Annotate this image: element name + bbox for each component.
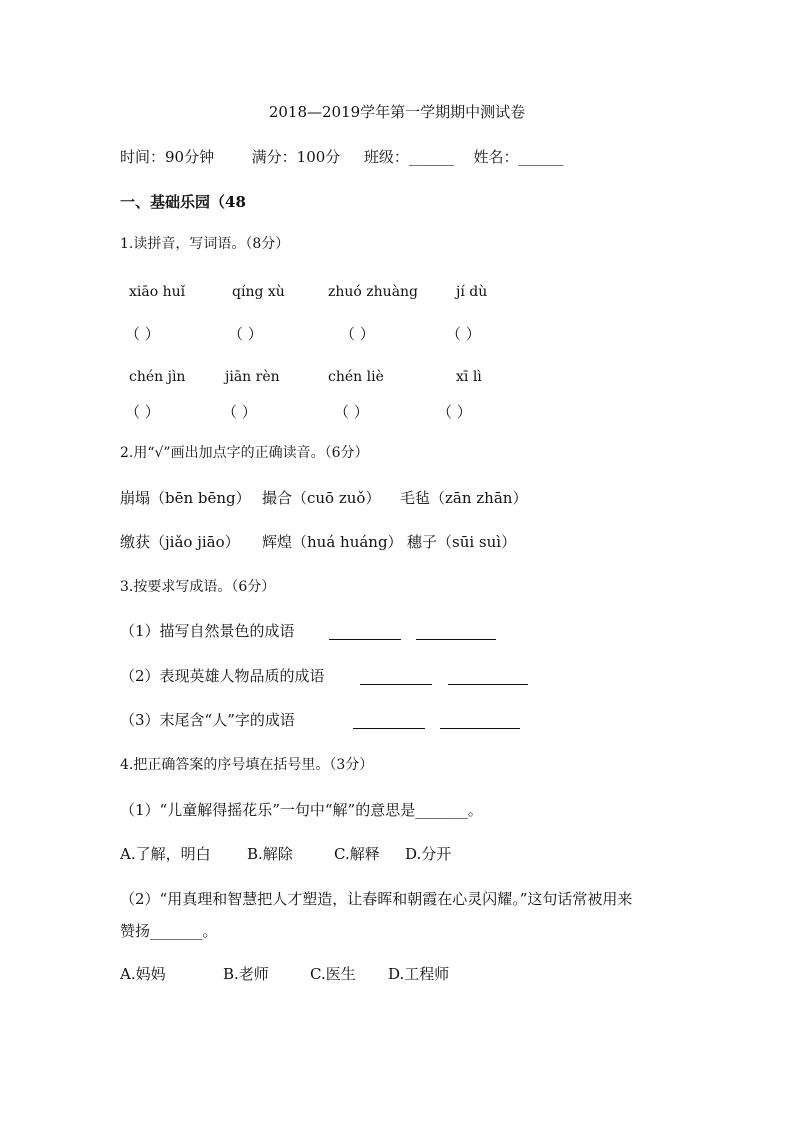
answer-line[interactable] xyxy=(353,727,425,729)
answer-bracket[interactable]: （ ） xyxy=(446,325,481,343)
pinyin-item: xī lì xyxy=(456,369,482,385)
question-1-heading: 1.读拼音，写词语。（8分） xyxy=(120,236,290,252)
sub-question-2-cont: 赞扬_______。 xyxy=(120,922,218,940)
answer-bracket[interactable]: （ ） xyxy=(125,325,160,343)
answer-bracket[interactable]: （ ） xyxy=(437,403,472,421)
exam-info xyxy=(120,150,563,165)
question-4-heading: 4.把正确答案的序号填在括号里。（3分） xyxy=(120,757,374,773)
sub-question-1: （1）“儿童解得摇花乐”一句中“解”的意思是_______。 xyxy=(120,801,483,819)
option-d[interactable]: D.分开 xyxy=(405,845,452,863)
name-field[interactable]: 姓名：______ xyxy=(473,148,564,166)
score-label: 满分：100分 xyxy=(251,148,341,166)
answer-bracket[interactable]: （ ） xyxy=(334,403,369,421)
option-b[interactable]: B.老师 xyxy=(223,965,269,983)
question-3-heading: 3.按要求写成语。（6分） xyxy=(120,579,276,595)
pinyin-item: zhuó zhuàng xyxy=(328,284,419,300)
option-c[interactable]: C.医生 xyxy=(310,965,356,983)
answer-bracket[interactable]: （ ） xyxy=(222,403,257,421)
pinyin-item: qíng xù xyxy=(232,284,285,300)
pinyin-item: xiāo huǐ xyxy=(129,284,186,300)
option-b[interactable]: B.解除 xyxy=(247,845,293,863)
option-a[interactable]: A.了解，明白 xyxy=(120,845,211,863)
answer-line[interactable] xyxy=(360,683,432,685)
time-label: 时间：90分钟 xyxy=(120,148,215,166)
pinyin-item: jí dù xyxy=(456,284,488,300)
idiom-prompt: （1）描写自然景色的成语 xyxy=(120,622,295,640)
option-c[interactable]: C.解释 xyxy=(334,845,380,863)
pinyin-item: chén jìn xyxy=(129,369,186,385)
reading-choice[interactable]: 毛毡（zān zhān） xyxy=(400,489,528,507)
option-d[interactable]: D.工程师 xyxy=(388,965,450,983)
idiom-prompt: （3）末尾含“人”字的成语 xyxy=(120,711,295,729)
reading-choice[interactable]: 缴获（jiǎo jiāo） xyxy=(120,533,240,551)
idiom-prompt: （2）表现英雄人物品质的成语 xyxy=(120,667,325,685)
class-field[interactable]: 班级：______ xyxy=(363,148,454,166)
reading-choice[interactable]: 崩塌（bēn bēng） xyxy=(120,489,251,507)
answer-bracket[interactable]: （ ） xyxy=(125,403,160,421)
pinyin-item: jiān rèn xyxy=(225,369,280,385)
reading-choice[interactable]: 穗子（sūi suì） xyxy=(407,533,517,551)
answer-line[interactable] xyxy=(416,638,496,640)
exam-title: 2018—2019学年第一学期期中测试卷 xyxy=(268,103,526,121)
answer-line[interactable] xyxy=(440,727,520,729)
answer-line[interactable] xyxy=(448,683,528,685)
reading-choice[interactable]: 撮合（cuō zuǒ） xyxy=(262,489,381,507)
answer-bracket[interactable]: （ ） xyxy=(340,325,375,343)
section-heading: 一、基础乐园（48 xyxy=(120,193,246,211)
option-a[interactable]: A.妈妈 xyxy=(120,965,166,983)
question-2-heading: 2.用“√”画出加点字的正确读音。（6分） xyxy=(120,445,369,461)
answer-bracket[interactable]: （ ） xyxy=(228,325,263,343)
answer-line[interactable] xyxy=(329,638,401,640)
reading-choice[interactable]: 辉煌（huá huáng） xyxy=(262,533,403,551)
sub-question-2: （2）“用真理和智慧把人才塑造，让春晖和朝霞在心灵闪耀。”这句话常被用来 xyxy=(120,890,633,908)
pinyin-item: chén liè xyxy=(328,369,384,385)
